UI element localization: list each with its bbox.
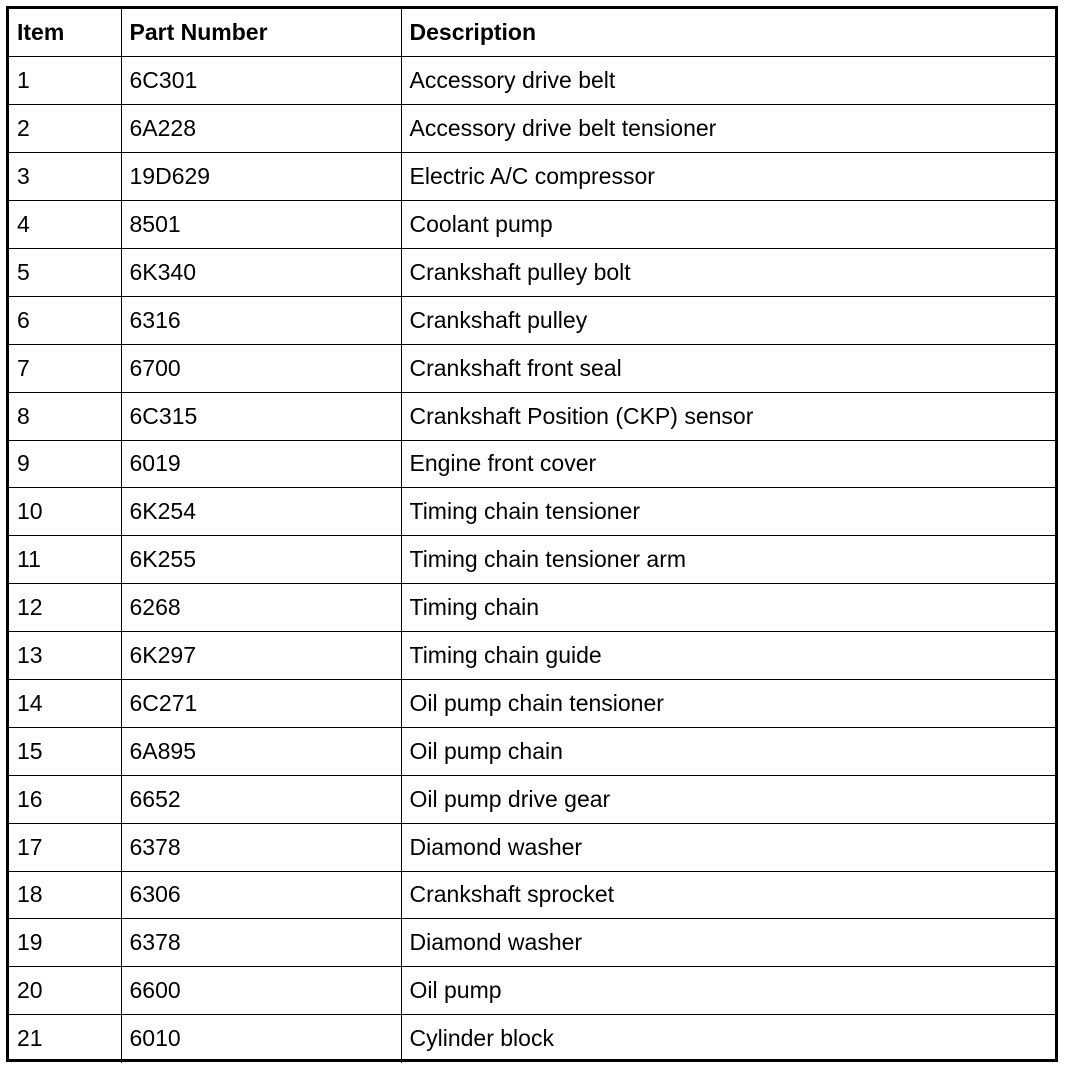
table-row — [9, 536, 1055, 584]
description-cell: Crankshaft pulley — [401, 296, 1055, 344]
part-number-cell: 19D629 — [121, 153, 401, 201]
description-cell: Oil pump drive gear — [401, 775, 1055, 823]
item-cell: 1 — [9, 57, 121, 105]
table-row — [9, 296, 1055, 344]
item-cell: 5 — [9, 248, 121, 296]
part-number-cell: 6700 — [121, 344, 401, 392]
table-row — [9, 488, 1055, 536]
part-number-cell: 6306 — [121, 871, 401, 919]
item-cell: 6 — [9, 296, 121, 344]
item-cell: 2 — [9, 105, 121, 153]
table-row — [9, 919, 1055, 967]
description-cell: Accessory drive belt tensioner — [401, 105, 1055, 153]
description-cell: Crankshaft Position (CKP) sensor — [401, 392, 1055, 440]
part-number-cell: 8501 — [121, 201, 401, 249]
description-cell: Crankshaft front seal — [401, 344, 1055, 392]
table-body — [9, 57, 1055, 1063]
parts-table — [9, 9, 1055, 1063]
table-row — [9, 775, 1055, 823]
part-number-cell: 6019 — [121, 440, 401, 488]
item-cell: 16 — [9, 775, 121, 823]
part-number-cell: 6A895 — [121, 727, 401, 775]
part-number-cell: 6K255 — [121, 536, 401, 584]
table-row — [9, 344, 1055, 392]
part-number-cell: 6C315 — [121, 392, 401, 440]
item-cell: 8 — [9, 392, 121, 440]
description-cell: Engine front cover — [401, 440, 1055, 488]
description-cell: Coolant pump — [401, 201, 1055, 249]
description-cell: Oil pump chain — [401, 727, 1055, 775]
table-row — [9, 440, 1055, 488]
description-cell: Diamond washer — [401, 919, 1055, 967]
table-row — [9, 201, 1055, 249]
part-number-cell: 6268 — [121, 584, 401, 632]
item-cell: 20 — [9, 967, 121, 1015]
item-cell: 18 — [9, 871, 121, 919]
part-number-cell: 6K340 — [121, 248, 401, 296]
description-cell: Oil pump — [401, 967, 1055, 1015]
description-cell: Crankshaft sprocket — [401, 871, 1055, 919]
description-cell: Timing chain — [401, 584, 1055, 632]
item-cell: 14 — [9, 679, 121, 727]
part-number-cell: 6C271 — [121, 679, 401, 727]
part-number-cell: 6316 — [121, 296, 401, 344]
item-cell: 17 — [9, 823, 121, 871]
column-header-item: Item — [9, 9, 121, 57]
item-cell: 7 — [9, 344, 121, 392]
description-cell: Timing chain guide — [401, 632, 1055, 680]
table-row — [9, 584, 1055, 632]
part-number-cell: 6K297 — [121, 632, 401, 680]
table-row — [9, 1015, 1055, 1063]
item-cell: 4 — [9, 201, 121, 249]
item-cell: 3 — [9, 153, 121, 201]
description-cell: Cylinder block — [401, 1015, 1055, 1063]
description-cell: Diamond washer — [401, 823, 1055, 871]
item-cell: 11 — [9, 536, 121, 584]
table-row — [9, 679, 1055, 727]
column-header-part-number: Part Number — [121, 9, 401, 57]
table-row — [9, 392, 1055, 440]
part-number-cell: 6C301 — [121, 57, 401, 105]
table-row — [9, 248, 1055, 296]
item-cell: 10 — [9, 488, 121, 536]
item-cell: 13 — [9, 632, 121, 680]
description-cell: Oil pump chain tensioner — [401, 679, 1055, 727]
part-number-cell: 6K254 — [121, 488, 401, 536]
parts-table-container — [6, 6, 1058, 1062]
table-row — [9, 105, 1055, 153]
column-header-description: Description — [401, 9, 1055, 57]
part-number-cell: 6010 — [121, 1015, 401, 1063]
description-cell: Timing chain tensioner — [401, 488, 1055, 536]
table-row — [9, 967, 1055, 1015]
item-cell: 12 — [9, 584, 121, 632]
description-cell: Accessory drive belt — [401, 57, 1055, 105]
item-cell: 9 — [9, 440, 121, 488]
table-row — [9, 823, 1055, 871]
item-cell: 15 — [9, 727, 121, 775]
description-cell: Electric A/C compressor — [401, 153, 1055, 201]
header-row — [9, 9, 1055, 57]
part-number-cell: 6378 — [121, 919, 401, 967]
table-row — [9, 632, 1055, 680]
description-cell: Timing chain tensioner arm — [401, 536, 1055, 584]
item-cell: 19 — [9, 919, 121, 967]
table-row — [9, 57, 1055, 105]
table-header — [9, 9, 1055, 57]
part-number-cell: 6A228 — [121, 105, 401, 153]
item-cell: 21 — [9, 1015, 121, 1063]
part-number-cell: 6652 — [121, 775, 401, 823]
table-row — [9, 153, 1055, 201]
table-row — [9, 727, 1055, 775]
description-cell: Crankshaft pulley bolt — [401, 248, 1055, 296]
part-number-cell: 6600 — [121, 967, 401, 1015]
part-number-cell: 6378 — [121, 823, 401, 871]
table-row — [9, 871, 1055, 919]
